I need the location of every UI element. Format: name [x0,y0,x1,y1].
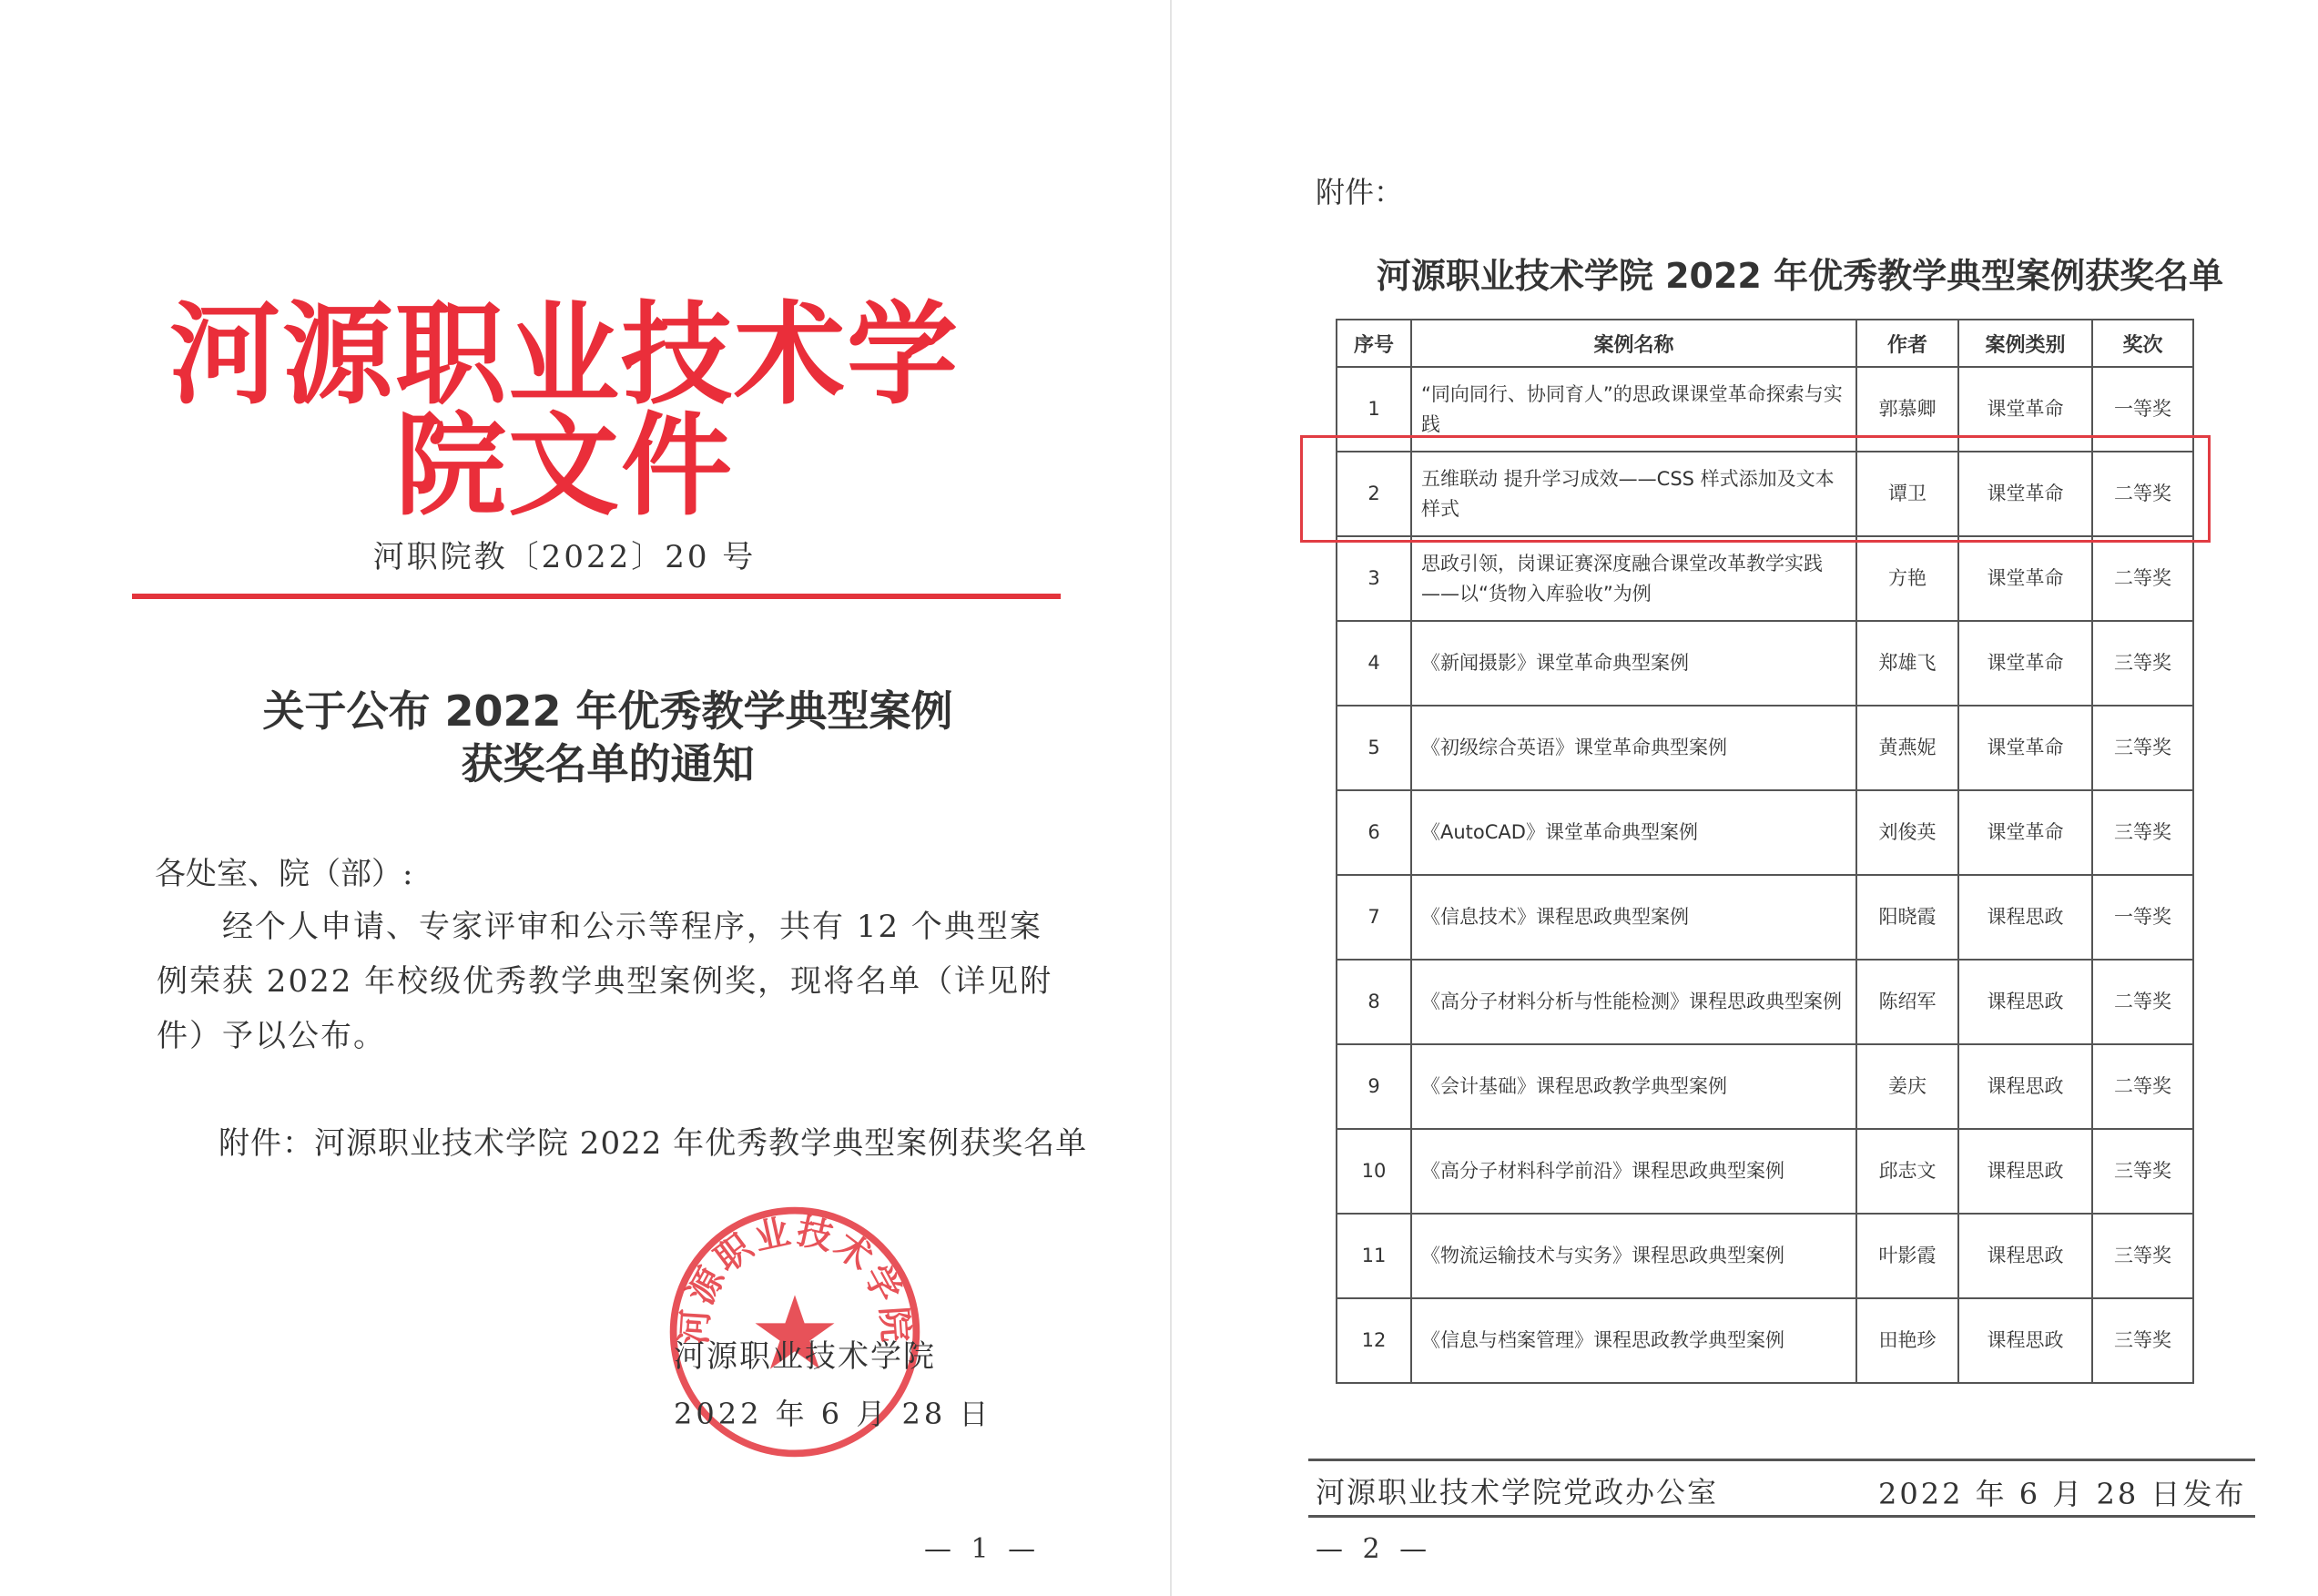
award-cell: 二等奖 [2092,536,2193,621]
category-cell: 课程思政 [1958,875,2092,960]
header-author: 作者 [1856,320,1958,367]
header-case-name: 案例名称 [1411,320,1856,367]
signature-organization: 河源职业技术学院 [674,1338,936,1375]
case-name-cell: 思政引领，岗课证赛深度融合课堂改革教学实践——以“货物入库验收”为例 [1411,536,1856,621]
notice-title-line-1: 关于公布 2022 年优秀教学典型案例 [262,686,953,736]
row-index-cell: 8 [1337,960,1411,1044]
author-cell: 阳晓霞 [1856,875,1958,960]
author-cell: 田艳珍 [1856,1298,1958,1383]
category-cell: 课堂革命 [1958,790,2092,875]
notice-paragraph: 经个人申请、专家评审和公示等程序，共有 12 个典型案例荣获 2022 年校级优秀教学典型案例奖，现将名单（详见附件）予以公布。 [157,909,1053,1054]
author-cell: 陈绍军 [1856,960,1958,1044]
award-cell: 二等奖 [2092,1044,2193,1129]
footer-date: 2022 年 6 月 28 日发布 [1878,1477,2247,1511]
highlight-box [1300,435,2211,543]
author-cell: 叶影霞 [1856,1214,1958,1298]
category-cell: 课程思政 [1958,1044,2092,1129]
table-row [1337,875,2193,960]
author-cell: 谭卫 [1856,452,1958,536]
table-row [1337,621,2193,706]
award-cell: 三等奖 [2092,1129,2193,1214]
category-cell: 课程思政 [1958,1129,2092,1214]
award-cell: 三等奖 [2092,706,2193,790]
row-index-cell: 4 [1337,621,1411,706]
header-index: 序号 [1337,320,1411,367]
award-cell: 二等奖 [2092,452,2193,536]
table-row [1337,1044,2193,1129]
page-number: — 2 — [1316,1533,1433,1565]
table-row [1337,1214,2193,1298]
table-header-row [1337,320,2193,367]
header-award: 奖次 [2092,320,2193,367]
case-name-cell: 《新闻摄影》课堂革命典型案例 [1411,621,1856,706]
case-name-cell: 《初级综合英语》课堂革命典型案例 [1411,706,1856,790]
category-cell: 课堂革命 [1958,536,2092,621]
category-cell: 课程思政 [1958,1214,2092,1298]
case-name-cell: 《会计基础》课程思政教学典型案例 [1411,1044,1856,1129]
footer-office: 河源职业技术学院党政办公室 [1316,1475,1719,1510]
row-index-cell: 7 [1337,875,1411,960]
table-row [1337,1129,2193,1214]
red-divider [132,594,1061,599]
notice-title-line-2: 获奖名单的通知 [461,739,755,788]
row-index-cell: 11 [1337,1214,1411,1298]
category-cell: 课程思政 [1958,960,2092,1044]
author-cell: 郭慕卿 [1856,367,1958,452]
author-cell: 姜庆 [1856,1044,1958,1129]
table-row [1337,706,2193,790]
award-cell: 三等奖 [2092,621,2193,706]
case-name-cell: 《AutoCAD》课堂革命典型案例 [1411,790,1856,875]
row-index-cell: 5 [1337,706,1411,790]
row-index-cell: 12 [1337,1298,1411,1383]
row-index-cell: 10 [1337,1129,1411,1214]
page-number: — 1 — [924,1533,1042,1565]
category-cell: 课堂革命 [1958,367,2092,452]
footer-rule-bottom [1308,1515,2255,1518]
notice-title [127,685,1088,790]
case-name-cell: “同向同行、协同育人”的思政课课堂革命探索与实践 [1411,367,1856,452]
award-list-title: 河源职业技术学院 2022 年优秀教学典型案例获奖名单 [1376,256,2224,296]
row-index-cell: 2 [1337,452,1411,536]
document-page-2 [1172,0,2318,1596]
case-name-cell: 《高分子材料科学前沿》课程思政典型案例 [1411,1129,1856,1214]
document-number: 河职院教〔2022〕20 号 [372,539,757,575]
case-name-cell: 《信息技术》课程思政典型案例 [1411,875,1856,960]
row-index-cell: 6 [1337,790,1411,875]
author-cell: 刘俊英 [1856,790,1958,875]
category-cell: 课程思政 [1958,1298,2092,1383]
red-header-title: 河源职业技术学院文件 [169,289,960,531]
award-cell: 三等奖 [2092,790,2193,875]
row-index-cell: 9 [1337,1044,1411,1129]
header-category: 案例类别 [1958,320,2092,367]
signature-date: 2022 年 6 月 28 日 [674,1397,992,1431]
attachment-label: 附件： [1316,175,1404,209]
table-row [1337,1298,2193,1383]
author-cell: 方艳 [1856,536,1958,621]
table-row [1337,790,2193,875]
footer-rule-top [1308,1459,2255,1461]
author-cell: 黄燕妮 [1856,706,1958,790]
row-index-cell: 1 [1337,367,1411,452]
attachment-reference: 附件：河源职业技术学院 2022 年优秀教学典型案例获奖名单 [219,1125,1088,1162]
author-cell: 郑雄飞 [1856,621,1958,706]
category-cell: 课堂革命 [1958,706,2092,790]
case-name-cell: 《物流运输技术与实务》课程思政典型案例 [1411,1214,1856,1298]
award-cell: 二等奖 [2092,960,2193,1044]
table-row [1337,960,2193,1044]
salutation: 各处室、院（部）: [155,856,413,892]
award-cell: 一等奖 [2092,875,2193,960]
award-cell: 三等奖 [2092,1214,2193,1298]
svg-text:河源职业技术学院: 河源职业技术学院 [674,1211,916,1347]
case-name-cell: 《信息与档案管理》课程思政教学典型案例 [1411,1298,1856,1383]
award-cell: 三等奖 [2092,1298,2193,1383]
case-name-cell: 五维联动 提升学习成效——CSS 样式添加及文本样式 [1411,452,1856,536]
category-cell: 课堂革命 [1958,452,2092,536]
case-name-cell: 《高分子材料分析与性能检测》课程思政典型案例 [1411,960,1856,1044]
author-cell: 邱志文 [1856,1129,1958,1214]
award-cell: 一等奖 [2092,367,2193,452]
row-index-cell: 3 [1337,536,1411,621]
table-row [1337,536,2193,621]
category-cell: 课堂革命 [1958,621,2092,706]
